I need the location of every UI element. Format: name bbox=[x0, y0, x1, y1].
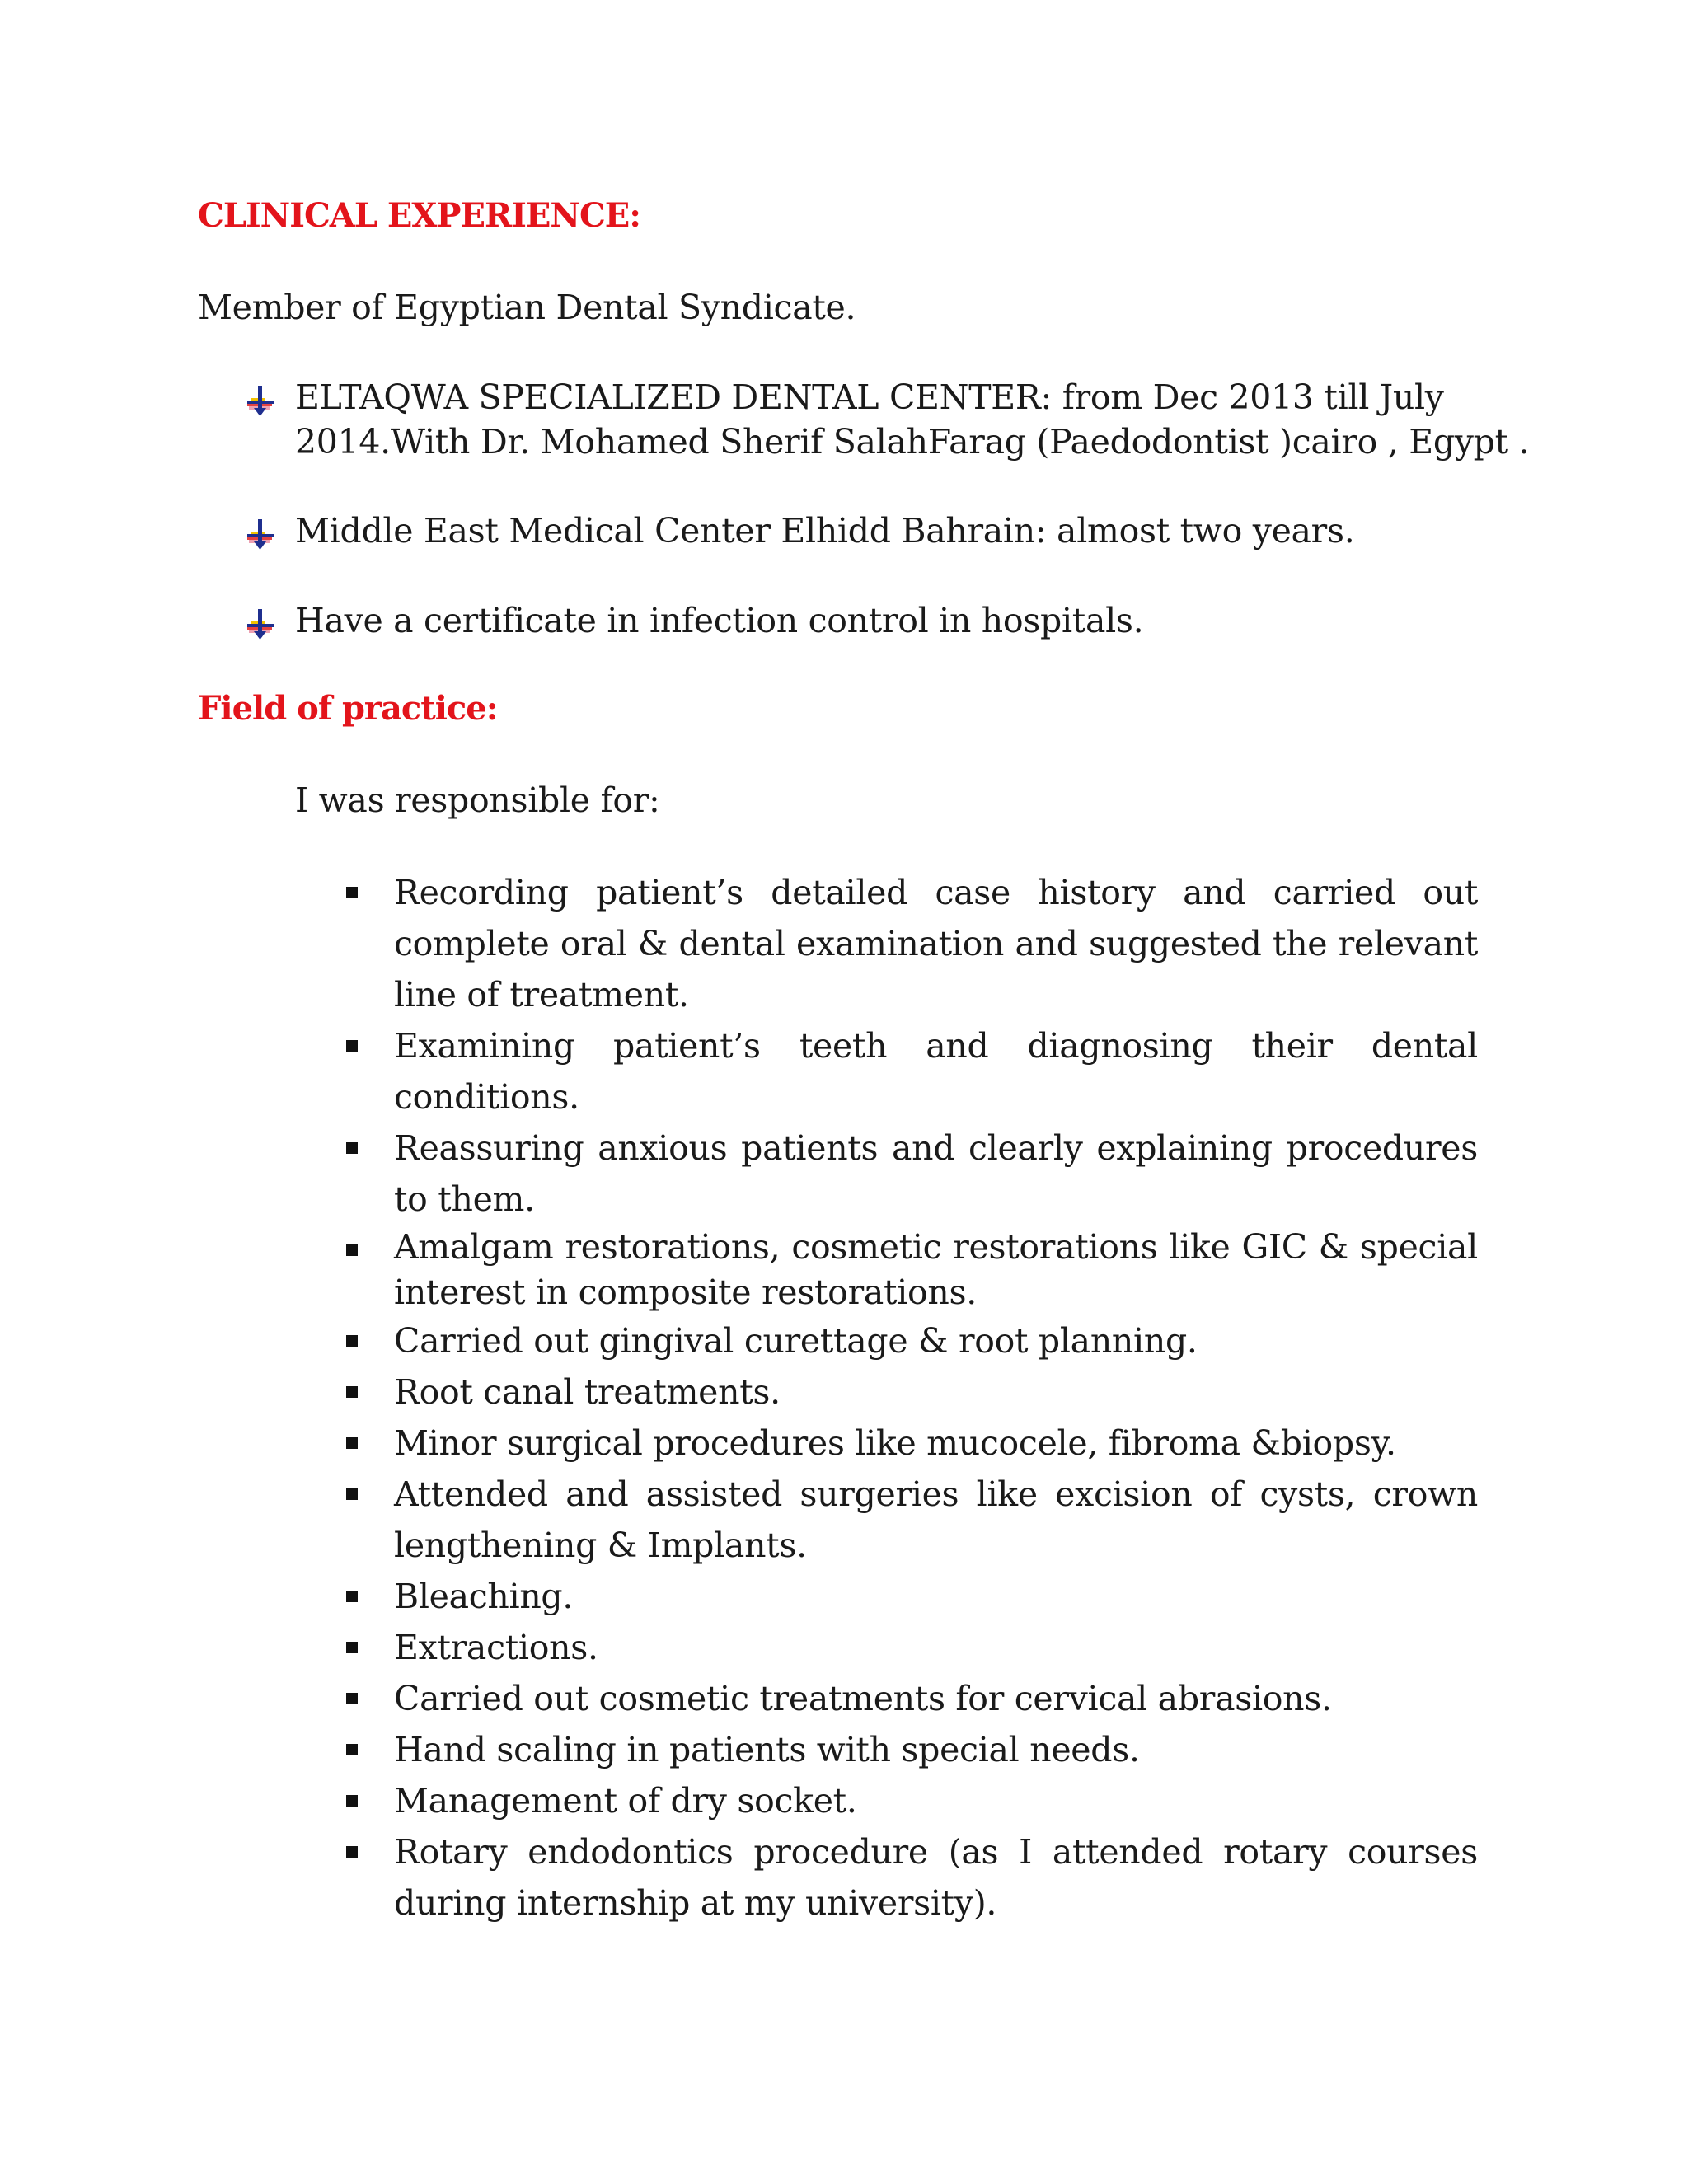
square-bullet-icon bbox=[346, 1693, 358, 1704]
duty-text: Minor surgical procedures like mucocele, fibroma &biopsy. bbox=[394, 1423, 1396, 1463]
duty-text: Amalgam restorations, cosmetic restorations like GIC & special interest in composite restorations. bbox=[394, 1227, 1478, 1312]
list-item bbox=[345, 1571, 1478, 1622]
duty-text: Bleaching. bbox=[394, 1577, 574, 1616]
experience-line: 2014.With Dr. Mohamed Sherif SalahFarag (Paedodontist )cairo , Egypt . bbox=[295, 422, 1530, 462]
duty-text: Recording patient’s detailed case history and carried out complete oral & dental examination and suggested the relevant line of treatment. bbox=[394, 873, 1478, 1015]
list-item bbox=[345, 1724, 1478, 1775]
duty-text: Root canal treatments. bbox=[394, 1372, 781, 1412]
square-bullet-icon bbox=[346, 1335, 358, 1347]
square-bullet-icon bbox=[346, 1744, 358, 1755]
duties-list bbox=[345, 867, 1478, 1929]
list-item bbox=[345, 1469, 1478, 1571]
square-bullet-icon bbox=[346, 1795, 358, 1807]
duty-text: Examining patient’s teeth and diagnosing their dental conditions. bbox=[394, 1026, 1478, 1117]
duty-text: Carried out gingival curettage & root planning. bbox=[394, 1321, 1198, 1361]
list-item bbox=[345, 1673, 1478, 1724]
square-bullet-icon bbox=[346, 1488, 358, 1500]
list-item bbox=[345, 1366, 1478, 1418]
duty-text: Carried out cosmetic treatments for cervical abrasions. bbox=[394, 1679, 1332, 1718]
experience-line: Have a certificate in infection control in hospitals. bbox=[295, 601, 1144, 640]
field-of-practice-heading: Field of practice: bbox=[198, 689, 498, 728]
square-bullet-icon bbox=[346, 1142, 358, 1154]
plus-arrow-bullet-icon bbox=[244, 383, 277, 416]
list-item bbox=[345, 1775, 1478, 1826]
plus-arrow-bullet-icon bbox=[244, 607, 277, 640]
square-bullet-icon bbox=[346, 1591, 358, 1602]
list-item bbox=[345, 1315, 1478, 1366]
duty-text: Reassuring anxious patients and clearly explaining procedures to them. bbox=[394, 1128, 1478, 1219]
list-item bbox=[345, 1020, 1478, 1122]
square-bullet-icon bbox=[346, 1846, 358, 1858]
list-item bbox=[345, 1418, 1478, 1469]
duty-text: Management of dry socket. bbox=[394, 1781, 857, 1821]
list-item bbox=[345, 867, 1478, 1020]
list-item bbox=[345, 1122, 1478, 1225]
square-bullet-icon bbox=[346, 887, 358, 898]
duty-text: Attended and assisted surgeries like excision of cysts, crown lengthening & Implants. bbox=[394, 1474, 1478, 1565]
duty-text: Hand scaling in patients with special needs. bbox=[394, 1730, 1140, 1769]
duty-text: Rotary endodontics procedure (as I attended rotary courses during internship at my university). bbox=[394, 1832, 1478, 1923]
square-bullet-icon bbox=[346, 1244, 358, 1256]
experience-line: Middle East Medical Center Elhidd Bahrain: almost two years. bbox=[295, 511, 1355, 551]
list-item bbox=[345, 1826, 1478, 1929]
responsible-intro: I was responsible for: bbox=[295, 780, 660, 820]
member-line: Member of Egyptian Dental Syndicate. bbox=[198, 288, 856, 327]
square-bullet-icon bbox=[346, 1437, 358, 1449]
square-bullet-icon bbox=[346, 1642, 358, 1653]
duty-text: Extractions. bbox=[394, 1628, 598, 1667]
square-bullet-icon bbox=[346, 1386, 358, 1398]
clinical-experience-heading: CLINICAL EXPERIENCE: bbox=[198, 196, 641, 235]
square-bullet-icon bbox=[346, 1040, 358, 1052]
list-item bbox=[345, 1225, 1478, 1315]
list-item bbox=[345, 1622, 1478, 1673]
experience-line: ELTAQWA SPECIALIZED DENTAL CENTER: from Dec 2013 till July bbox=[295, 377, 1444, 417]
plus-arrow-bullet-icon bbox=[244, 517, 277, 550]
